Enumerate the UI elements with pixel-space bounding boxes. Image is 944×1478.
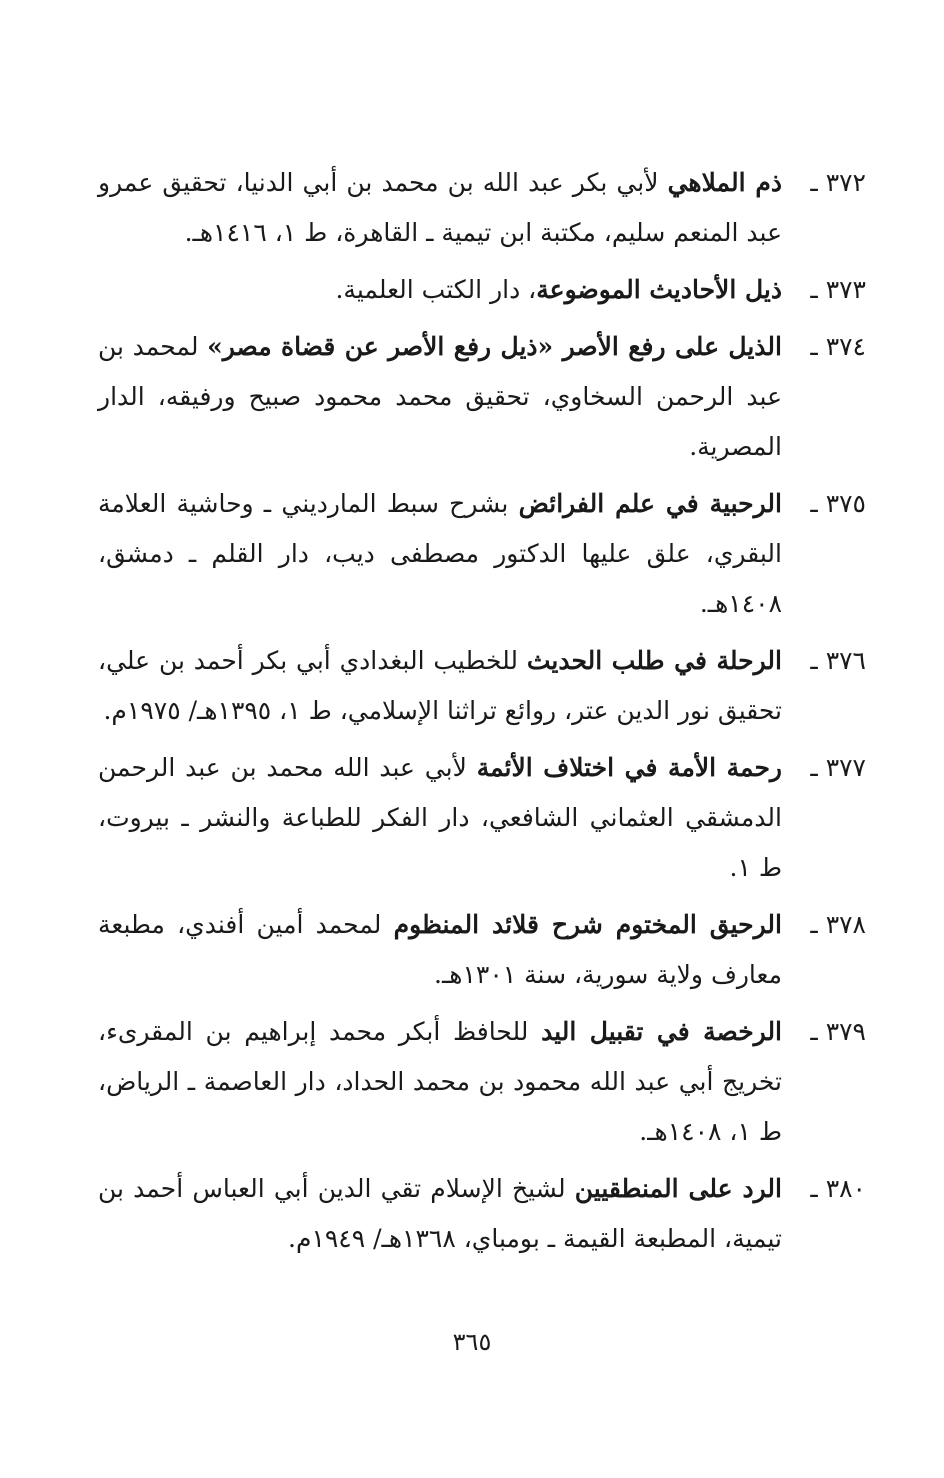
entry-title: الرحلة في طلب الحديث: [526, 646, 782, 675]
entry-text: للحافظ أبكر محمد إبراهيم بن المقرىء، تخريج أبي عبد الله محمود بن محمد الحداد، دار العاصمة ـ الرياض، ط ١، ١٤٠٨هـ.: [98, 1017, 782, 1146]
entry-body: [98, 900, 782, 1000]
bibliography-entry: [98, 322, 866, 472]
bibliography-list: [98, 158, 866, 1264]
entry-body: [98, 322, 782, 472]
entry-title: ذم الملاهي: [667, 168, 782, 197]
entry-title: الرحبية في علم الفرائض: [518, 489, 782, 518]
entry-number: ٣٧٩ ـ: [810, 1017, 866, 1046]
entry-text: لمحمد بن عبد الرحمن السخاوي، تحقيق محمد محمود صبيح ورفيقه، الدار المصرية.: [98, 332, 782, 461]
bibliography-entry: [98, 743, 866, 893]
entry-text: لأبي عبد الله محمد بن عبد الرحمن الدمشقي العثماني الشافعي، دار الفكر للطباعة والنشر ـ بيروت، ط ١.: [98, 753, 782, 882]
entry-text: لأبي بكر عبد الله بن محمد بن أبي الدنيا، تحقيق عمرو عبد المنعم سليم، مكتبة ابن تيمية ـ القاهرة، ط ١، ١٤١٦هـ.: [98, 168, 782, 247]
entry-text: ، دار الكتب العلمية.: [335, 275, 537, 304]
entry-number: ٣٧٨ ـ: [810, 910, 866, 939]
bibliography-entry: [98, 1007, 866, 1157]
entry-body: [98, 158, 782, 258]
entry-body: [98, 743, 782, 893]
bibliography-entry: [98, 900, 866, 1000]
entry-text: للخطيب البغدادي أبي بكر أحمد بن علي، تحقيق نور الدين عتر، روائع تراثنا الإسلامي، ط ١، ١٣٩٥هـ/ ١٩٧٥م.: [98, 646, 782, 725]
entry-title: الرحيق المختوم شرح قلائد المنظوم: [393, 910, 782, 939]
entry-title: الذيل على رفع الأصر: [562, 332, 782, 361]
entry-title: رحمة الأمة في اختلاف الأئمة: [476, 753, 783, 782]
bibliography-entry: [98, 636, 866, 736]
entry-body: [98, 636, 782, 736]
entry-title: الرخصة في تقبيل اليد: [541, 1017, 783, 1046]
entry-body: [98, 1164, 782, 1264]
entry-text: لشيخ الإسلام تقي الدين أبي العباس أحمد بن تيمية، المطبعة القيمة ـ بومباي، ١٣٦٨هـ/ ١٩٤٩م.: [98, 1174, 782, 1253]
bibliography-entry: [98, 479, 866, 629]
entry-number: ٣٧٣ ـ: [810, 275, 866, 304]
entry-subtitle-quote: «ذيل رفع الأصر عن قضاة مصر»: [207, 332, 563, 361]
bibliography-entry: [98, 1164, 866, 1264]
entry-body: [98, 1007, 782, 1157]
entry-number: ٣٧٥ ـ: [810, 489, 866, 518]
entry-title: الرد على المنطقيين: [574, 1174, 782, 1203]
bibliography-entry: [98, 265, 866, 315]
entry-title: ذيل الأحاديث الموضوعة: [536, 275, 782, 304]
entry-text: لمحمد أمين أفندي، مطبعة معارف ولاية سورية، سنة ١٣٠١هـ.: [98, 910, 782, 989]
bibliography-entry: [98, 158, 866, 258]
entry-text: بشرح سبط المارديني ـ وحاشية العلامة البقري، علق عليها الدكتور مصطفى ديب، دار القلم ـ دمشق، ١٤٠٨هـ.: [98, 489, 782, 618]
entry-body: [98, 265, 782, 315]
entry-number: ٣٧٦ ـ: [810, 646, 866, 675]
page-number: ٣٦٥: [452, 1328, 492, 1356]
entry-body: [98, 479, 782, 629]
entry-number: ٣٧٧ ـ: [810, 753, 866, 782]
entry-number: ٣٧٢ ـ: [810, 168, 866, 197]
entry-number: ٣٨٠ ـ: [810, 1174, 866, 1203]
entry-number: ٣٧٤ ـ: [810, 332, 866, 361]
